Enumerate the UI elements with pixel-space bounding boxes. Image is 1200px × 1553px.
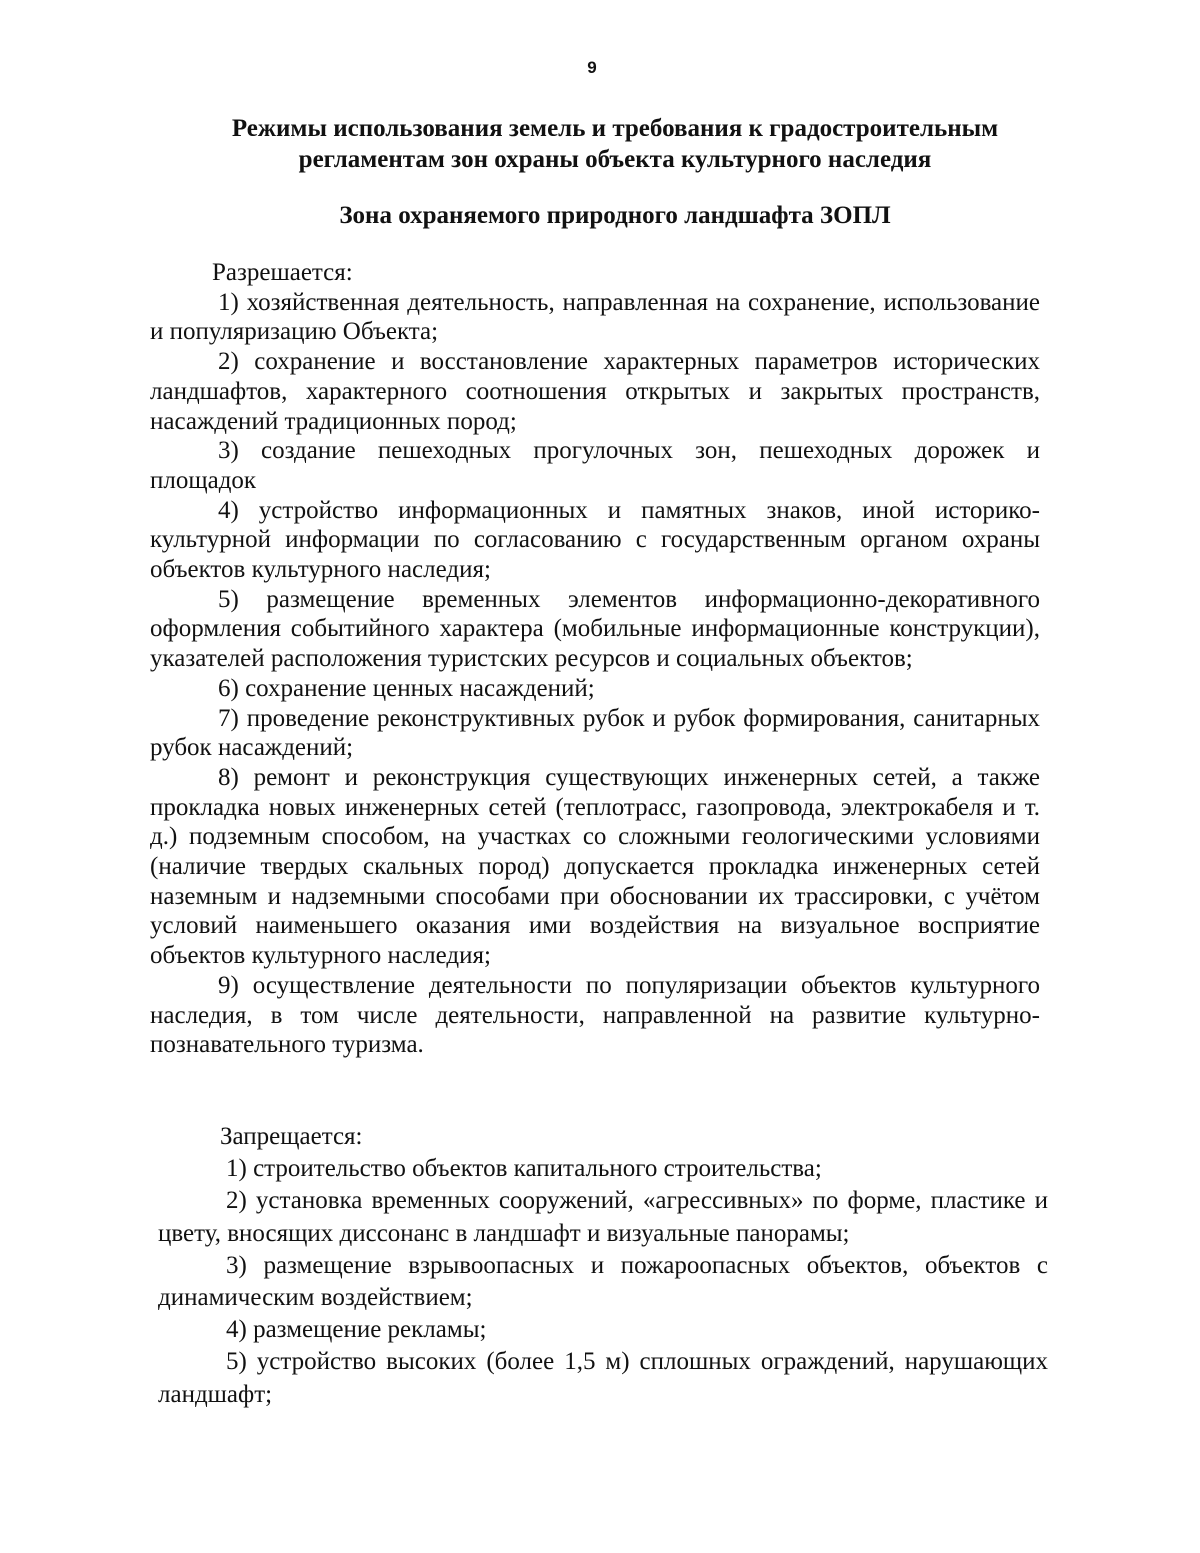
allowed-item: 4) устройство информационных и памятных знаков, иной историко-культурной информации по согласованию с государственным органом охраны объектов культурного наследия; [150, 496, 1040, 584]
prohibited-item: 3) размещение взрывоопасных и пожароопасных объектов, объектов с динамическим воздействием; [158, 1251, 1048, 1312]
zone-subtitle: Зона охраняемого природного ландшафта ЗОПЛ [339, 202, 891, 229]
allowed-section [150, 258, 1040, 1060]
prohibited-section [158, 1121, 1048, 1411]
allowed-heading: Разрешается: [212, 259, 353, 286]
document-title [180, 113, 1050, 175]
allowed-item: 1) хозяйственная деятельность, направленная на сохранение, использование и популяризацию Объекта; [150, 288, 1040, 346]
prohibited-item: 2) установка временных сооружений, «агрессивных» по форме, пластике и цвету, вносящих диссонанс в ландшафт и визуальные панорамы; [158, 1187, 1048, 1247]
title-line-1: Режимы использования земель и требования к градостроительным [231, 115, 999, 142]
allowed-item: 3) создание пешеходных прогулочных зон, пешеходных дорожек и площадок [150, 437, 1040, 494]
prohibited-item: 5) устройство высоких (более 1,5 м) сплошных ограждений, нарушающих ландшафт; [158, 1348, 1048, 1408]
prohibited-heading: Запрещается: [220, 1123, 363, 1150]
allowed-item: 5) размещение временных элементов информационно-декоративного оформления событийного характера (мобильные информационные конструкции), указателей расположения туристских ресурсов и социальных объектов; [150, 585, 1040, 673]
allowed-item: 6) сохранение ценных насаждений; [218, 674, 595, 702]
allowed-item: 2) сохранение и восстановление характерных параметров исторических ландшафтов, характерного соотношения открытых и закрытых пространств, насаждений традиционных пород; [150, 348, 1040, 435]
page-number: 9 [587, 58, 597, 77]
allowed-item: 8) ремонт и реконструкция существующих инженерных сетей, а также прокладка новых инженерных сетей (теплотрасс, газопровода, электрокабеля и т. д.) подземным способом, на участках со сложными геологическими условиями (наличие твердых скальных пород) допускается прокладка инженерных сетей наземным и надземными способами при обосновании их трассировки, с учётом условий наименьшего оказания ими воздействия на визуальное восприятие объектов культурного наследия; [150, 763, 1040, 970]
allowed-item: 9) осуществление деятельности по популяризации объектов культурного наследия, в том числе деятельности, направленной на развитие культурно-познавательного туризма. [150, 971, 1040, 1059]
allowed-item: 7) проведение реконструктивных рубок и рубок формирования, санитарных рубок насаждений; [150, 704, 1040, 762]
prohibited-item: 4) размещение рекламы; [226, 1316, 487, 1344]
prohibited-item: 1) строительство объектов капитального строительства; [226, 1155, 822, 1183]
title-line-2: регламентам зон охраны объекта культурного наследия [298, 146, 932, 173]
